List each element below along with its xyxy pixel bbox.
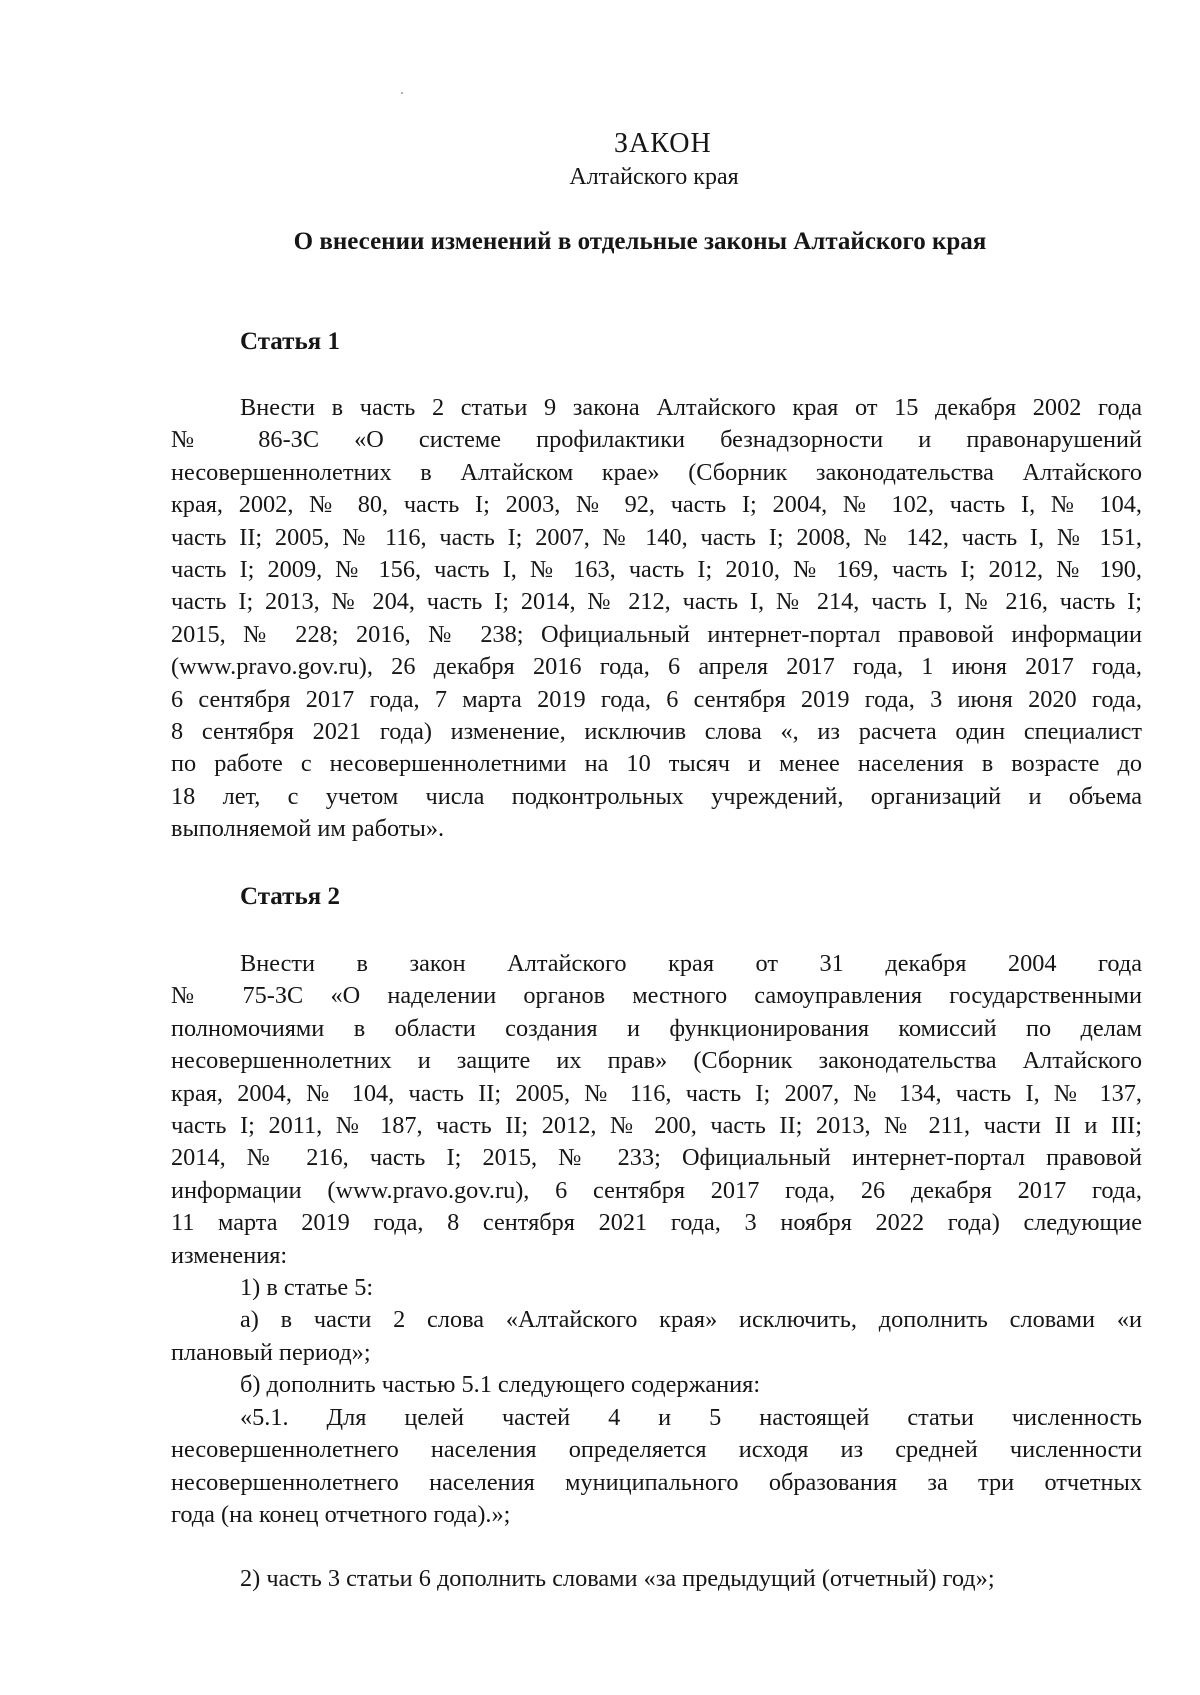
article-1-line: часть I; 2009, № 156, часть I, № 163, часть I; 2010, № 169, часть I; 2012, № 190, [171,556,1142,584]
scan-speck [401,92,403,94]
article-1-line: часть II; 2005, № 116, часть I; 2007, № 140, часть I; 2008, № 142, часть I, № 151, [171,523,1142,551]
article-2-line: часть I; 2011, № 187, часть II; 2012, № 200, часть II; 2013, № 211, части II и III; [171,1112,1142,1140]
article-1-line: 18 лет, с учетом числа подконтрольных учреждений, организаций и объема [171,782,1142,810]
article-1-heading: Статья 1 [240,328,340,355]
list-item-1b: б) дополнить частью 5.1 следующего содержания: [240,1371,761,1399]
article-2-line: несовершеннолетних и защите их прав» (Сборник законодательства Алтайского [171,1047,1142,1075]
list-item-1a-line: а) в части 2 слова «Алтайского края» исключить, дополнить словами «и [240,1306,1142,1334]
document-title: О внесении изменений в отдельные законы Алтайского края [293,228,987,255]
article-1-line: 2015, № 228; 2016, № 238; Официальный интернет-портал правовой информации [171,620,1142,648]
document-region: Алтайского края [569,164,739,190]
article-2-line: № 75-ЗС «О наделении органов местного самоуправления государственными [171,982,1142,1010]
list-item-1a-line: плановый период»; [171,1338,371,1366]
quoted-text-line: несовершеннолетнего населения определяется исходя из средней численности [171,1436,1142,1464]
article-2-line: 11 марта 2019 года, 8 сентября 2021 года, 3 ноября 2022 года) следующие [171,1209,1142,1237]
article-1-line: выполняемой им работы». [171,815,445,843]
article-1-line: Внести в часть 2 статьи 9 закона Алтайского края от 15 декабря 2002 года [240,394,1142,421]
list-item-1: 1) в статье 5: [240,1274,374,1302]
article-1-line: часть I; 2013, № 204, часть I; 2014, № 212, часть I, № 214, часть I, № 216, часть I; [171,588,1142,616]
article-1-line: несовершеннолетних в Алтайском крае» (Сборник законодательства Алтайского [171,458,1142,486]
article-1-line: № 86-ЗС «О системе профилактики безнадзорности и правонарушений [171,426,1142,454]
article-2-line: полномочиями в области создания и функционирования комиссий по делам [171,1014,1142,1042]
article-2-line: края, 2004, № 104, часть II; 2005, № 116, часть I; 2007, № 134, часть I, № 137, [171,1079,1142,1107]
article-2-line: информации (www.pravo.gov.ru), 6 сентября 2017 года, 26 декабря 2017 года, [171,1176,1142,1204]
list-item-2: 2) часть 3 статьи 6 дополнить словами «за предыдущий (отчетный) год»; [240,1565,995,1593]
article-1-line: (www.pravo.gov.ru), 26 декабря 2016 года, 6 апреля 2017 года, 1 июня 2017 года, [171,653,1142,681]
article-1-body [171,392,1142,846]
quoted-text-line: несовершеннолетнего населения муниципального образования за три отчетных [171,1468,1142,1496]
quoted-text-line: года (на конец отчетного года).»; [171,1500,511,1528]
article-2-line: 2014, № 216, часть I; 2015, № 233; Официальный интернет-портал правовой [171,1144,1142,1172]
article-1-line: края, 2002, № 80, часть I; 2003, № 92, часть I; 2004, № 102, часть I, № 104, [171,491,1142,519]
article-1-line: 6 сентября 2017 года, 7 марта 2019 года, 6 сентября 2019 года, 3 июня 2020 года, [171,685,1142,713]
article-2-body [171,948,1142,1596]
article-2-line: Внести в закон Алтайского края от 31 декабря 2004 года [240,950,1142,977]
article-1-line: 8 сентября 2021 года) изменение, исключив слова «, из расчета один специалист [171,718,1142,746]
article-1-line: по работе с несовершеннолетними на 10 тысяч и менее населения в возрасте до [171,750,1142,778]
article-2-heading: Статья 2 [240,883,340,910]
quoted-text-line: «5.1. Для целей частей 4 и 5 настоящей статьи численность [240,1403,1142,1431]
document-type: ЗАКОН [614,128,712,159]
article-2-line: изменения: [171,1241,288,1269]
